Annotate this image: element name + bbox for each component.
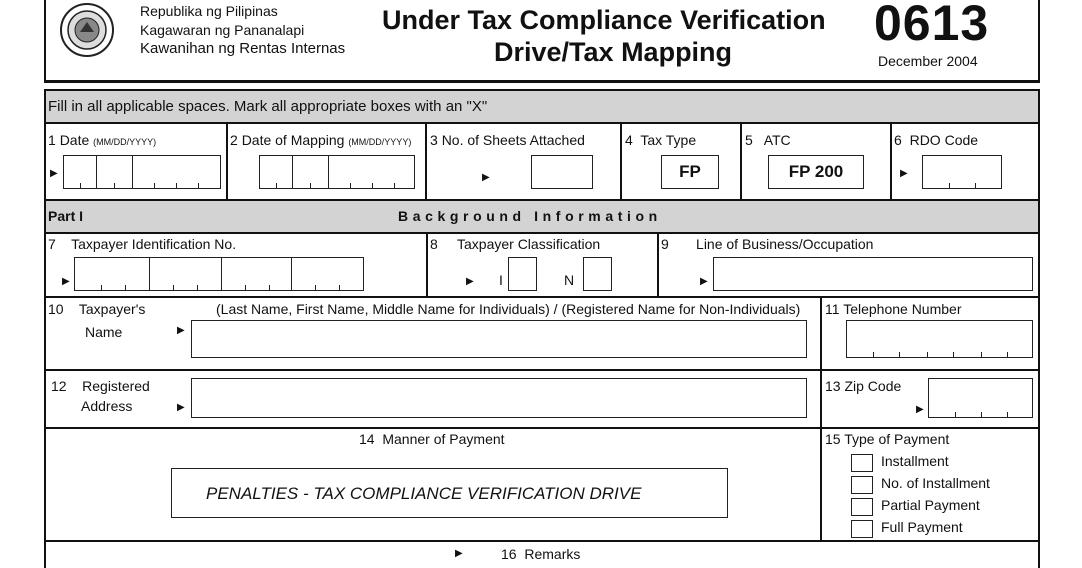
header	[0, 0, 1082, 84]
date-label: 1 Date (MM/DD/YYYY)	[48, 132, 157, 148]
instruction-text: Fill in all applicable spaces. Mark all appropriate boxes with an "X"	[48, 98, 488, 115]
registered-address-input[interactable]	[191, 378, 807, 418]
taxpayer-name-label: 10 Taxpayer's	[48, 301, 146, 317]
partial-payment-label: Partial Payment	[881, 497, 980, 513]
classification-individual-checkbox[interactable]	[508, 257, 537, 291]
pointer-arrow-icon: ▶	[62, 276, 70, 287]
manner-of-payment-field[interactable]: PENALTIES - TAX COMPLIANCE VERIFICATION DRIVE	[171, 468, 728, 518]
no-of-installment-label: No. of Installment	[881, 475, 990, 491]
bir-seal-icon	[56, 2, 118, 58]
manner-of-payment-label: 14 Manner of Payment	[359, 431, 505, 447]
taxpayer-name-input[interactable]	[191, 320, 807, 358]
taxpayer-name-label-2: Name	[85, 324, 123, 340]
installment-checkbox[interactable]	[851, 454, 873, 472]
zip-code-label: 13 Zip Code	[825, 378, 902, 394]
date-of-mapping-input[interactable]	[259, 155, 415, 189]
background-information-title: Background Information	[398, 208, 662, 224]
rdo-code-input[interactable]	[922, 155, 1002, 189]
telephone-input[interactable]	[846, 320, 1033, 358]
pointer-arrow-icon: ▶	[50, 168, 58, 179]
pointer-arrow-icon: ▶	[455, 548, 463, 559]
pointer-arrow-icon: ▶	[177, 402, 185, 413]
tin-label: 7 Taxpayer Identification No.	[48, 236, 237, 252]
partial-payment-checkbox[interactable]	[851, 498, 873, 516]
no-of-installment-checkbox[interactable]	[851, 476, 873, 494]
bureau-text: Kawanihan ng Rentas Internas	[140, 40, 346, 57]
pointer-arrow-icon: ▶	[482, 172, 490, 183]
department-text: Kagawaran ng Pananalapi	[140, 22, 305, 38]
classification-non-individual-checkbox[interactable]	[583, 257, 612, 291]
zip-code-input[interactable]	[928, 378, 1033, 418]
form-date: December 2004	[878, 53, 978, 69]
tax-type-field[interactable]: FP	[661, 155, 719, 189]
rdo-code-label: 6 RDO Code	[894, 132, 979, 148]
registered-address-label-2: Address	[81, 398, 133, 414]
installment-label: Installment	[881, 453, 949, 469]
tax-type-label: 4 Tax Type	[625, 132, 697, 148]
full-payment-label: Full Payment	[881, 519, 963, 535]
date-input[interactable]	[63, 155, 221, 189]
form-title-line2: Drive/Tax Mapping	[494, 37, 733, 67]
type-of-payment-label: 15 Type of Payment	[825, 431, 950, 447]
pointer-arrow-icon: ▶	[900, 168, 908, 179]
sheets-attached-input[interactable]	[531, 155, 593, 189]
part-one-label: Part I	[48, 208, 84, 224]
classification-individual-label: I	[499, 272, 503, 288]
date-of-mapping-label: 2 Date of Mapping (MM/DD/YYYY)	[230, 132, 412, 148]
atc-field[interactable]: FP 200	[768, 155, 864, 189]
pointer-arrow-icon: ▶	[916, 404, 924, 415]
classification-non-individual-label: N	[564, 272, 575, 288]
republic-text: Republika ng Pilipinas	[140, 3, 278, 19]
pointer-arrow-icon: ▶	[466, 276, 474, 287]
line-of-business-input[interactable]	[713, 257, 1033, 291]
form-number: 0613	[874, 0, 990, 51]
tin-input[interactable]	[74, 257, 364, 291]
telephone-label: 11 Telephone Number	[825, 301, 962, 317]
pointer-arrow-icon: ▶	[177, 325, 185, 336]
line-of-business-label: 9 Line of Business/Occupation	[661, 236, 874, 252]
remarks-label: 16 Remarks	[501, 546, 581, 562]
taxpayer-name-hint: (Last Name, First Name, Middle Name for Individuals) / (Registered Name for Non-Individuals)	[216, 301, 801, 317]
pointer-arrow-icon: ▶	[700, 276, 708, 287]
atc-label: 5 ATC	[745, 132, 791, 148]
full-payment-checkbox[interactable]	[851, 520, 873, 538]
registered-address-label: 12 Registered	[51, 378, 150, 394]
taxpayer-classification-label: 8 Taxpayer Classification	[430, 236, 601, 252]
sheets-attached-label: 3 No. of Sheets Attached	[430, 132, 585, 148]
form-title-line1: Under Tax Compliance Verification	[382, 5, 826, 35]
